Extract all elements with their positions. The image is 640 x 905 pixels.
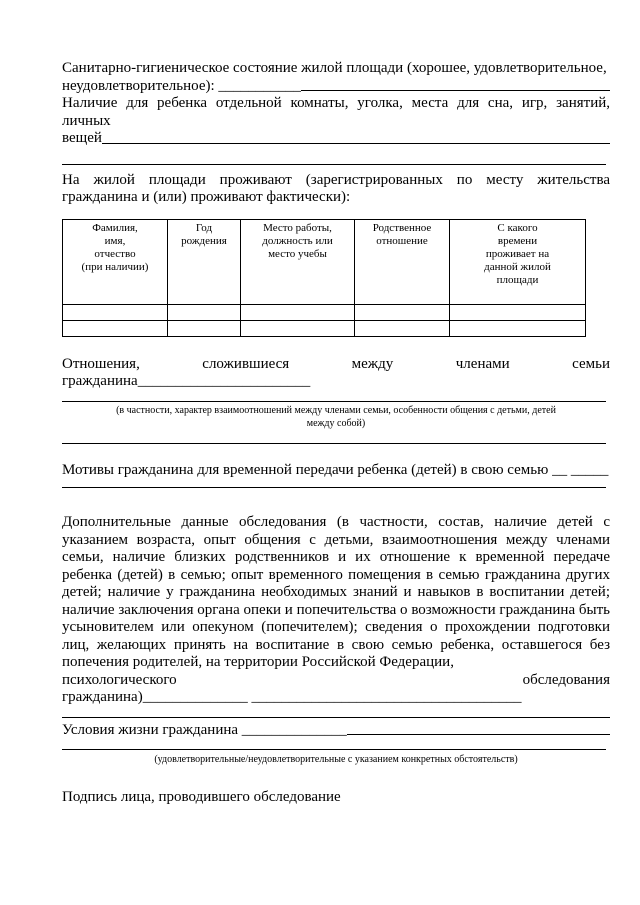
motives-fill-line[interactable] (62, 487, 606, 488)
table-cell[interactable] (168, 320, 241, 336)
table-cell[interactable] (63, 320, 168, 336)
table-cell[interactable] (355, 320, 450, 336)
motives-label: Мотивы гражданина для временной передачи ребенка (детей) в свою семью __ _____ (62, 461, 609, 478)
table-cell[interactable] (241, 320, 355, 336)
table-cell[interactable] (355, 304, 450, 320)
residents-section (62, 172, 610, 337)
relations-label-line (62, 356, 610, 374)
relations-fill-line-2[interactable] (62, 443, 606, 444)
table-row (63, 320, 586, 336)
additional-section (62, 514, 610, 718)
sanitary-section (62, 60, 610, 95)
sanitary-label: Санитарно-гигиеническое состояние жилой площади (хорошее, удовлетворительное, (62, 60, 607, 76)
inspection-form (62, 60, 610, 807)
relations-word: Отношения, (62, 355, 140, 372)
table-cell[interactable] (63, 304, 168, 320)
table-cell[interactable] (168, 304, 241, 320)
residents-label: На жилой площади проживают (зарегистрированных по месту жительства гражданина и (или) проживают фактически): (62, 171, 610, 205)
relations-section (62, 356, 610, 444)
room-extra-line[interactable] (62, 164, 606, 165)
table-row (63, 304, 586, 320)
additional-label: Дополнительные данные обследования (в частности, состав, наличие детей с указанием возраста, опыт общения с детьми, взаимоотношения между членами семьи, наличие близких родственников и их отношение к временной передаче ребенка (детей) в семью; опыт временного помещения в семью гражданина других детей; наличие у гражданина необходимых знаний и навыков в воспитании детей; наличие заключения органа опеки и попечительства о возможности гражданина быть усыновителем или опекуном (попечителем); сведения о прохождении подготовки лиц, желающих принять на воспитание в свою семью ребенка, оставшегося без попечения родителей, на территории Российской Федерации, (62, 514, 610, 670)
col-header-workplace: Место работы, должность или место учебы (241, 219, 355, 304)
sanitary-fill-line[interactable] (301, 90, 610, 91)
col-header-birth-year: Год рождения (168, 219, 241, 304)
relations-caption-2: между собой) (306, 417, 366, 429)
additional-label-line (62, 672, 610, 690)
relations-fill-line[interactable] (62, 401, 606, 402)
living-section (62, 722, 610, 767)
living-fill-line[interactable] (347, 734, 610, 735)
table-cell[interactable] (241, 304, 355, 320)
relations-label-cont: гражданина_______________________ (62, 373, 311, 389)
additional-word: психологического (62, 671, 177, 688)
signature-section (62, 789, 610, 807)
table-cell[interactable] (450, 304, 586, 320)
relations-word: семьи (572, 355, 610, 372)
col-header-name: Фамилия, имя, отчество (при наличии) (63, 219, 168, 304)
relations-caption-1: (в частности, характер взаимоотношений между членами семьи, особенности общения с детьми, детей (116, 404, 556, 416)
room-fill-line[interactable] (102, 143, 610, 144)
motives-section (62, 462, 610, 489)
sanitary-label-cont: неудовлетворительное): ___________ (62, 77, 301, 94)
signature-label: Подпись лица, проводившего обследование (62, 789, 341, 805)
col-header-relation: Родственное отношение (355, 219, 450, 304)
room-label-cont: вещей (62, 130, 102, 146)
additional-word: обследования (522, 671, 610, 688)
room-section (62, 95, 610, 165)
relations-word: между (351, 355, 394, 372)
relations-word: сложившиеся (202, 355, 290, 372)
room-label: Наличие для ребенка отдельной комнаты, уголка, места для сна, игр, занятий, личных (62, 95, 610, 129)
relations-word: членами (455, 355, 510, 372)
residents-table-header (63, 219, 586, 304)
col-header-since: С какого времени проживает на данной жилой площади (450, 219, 586, 304)
residents-table (62, 219, 586, 337)
table-cell[interactable] (450, 320, 586, 336)
additional-fill-line[interactable] (62, 717, 610, 718)
living-label: Условия жизни гражданина ______________ (62, 721, 347, 738)
living-fill-line-2[interactable] (62, 749, 606, 750)
living-caption: (удовлетворительные/неудовлетворительные с указанием конкретных обстоятельств) (154, 754, 518, 765)
additional-label-end: гражданина)______________ ____________________________________ (62, 689, 522, 705)
